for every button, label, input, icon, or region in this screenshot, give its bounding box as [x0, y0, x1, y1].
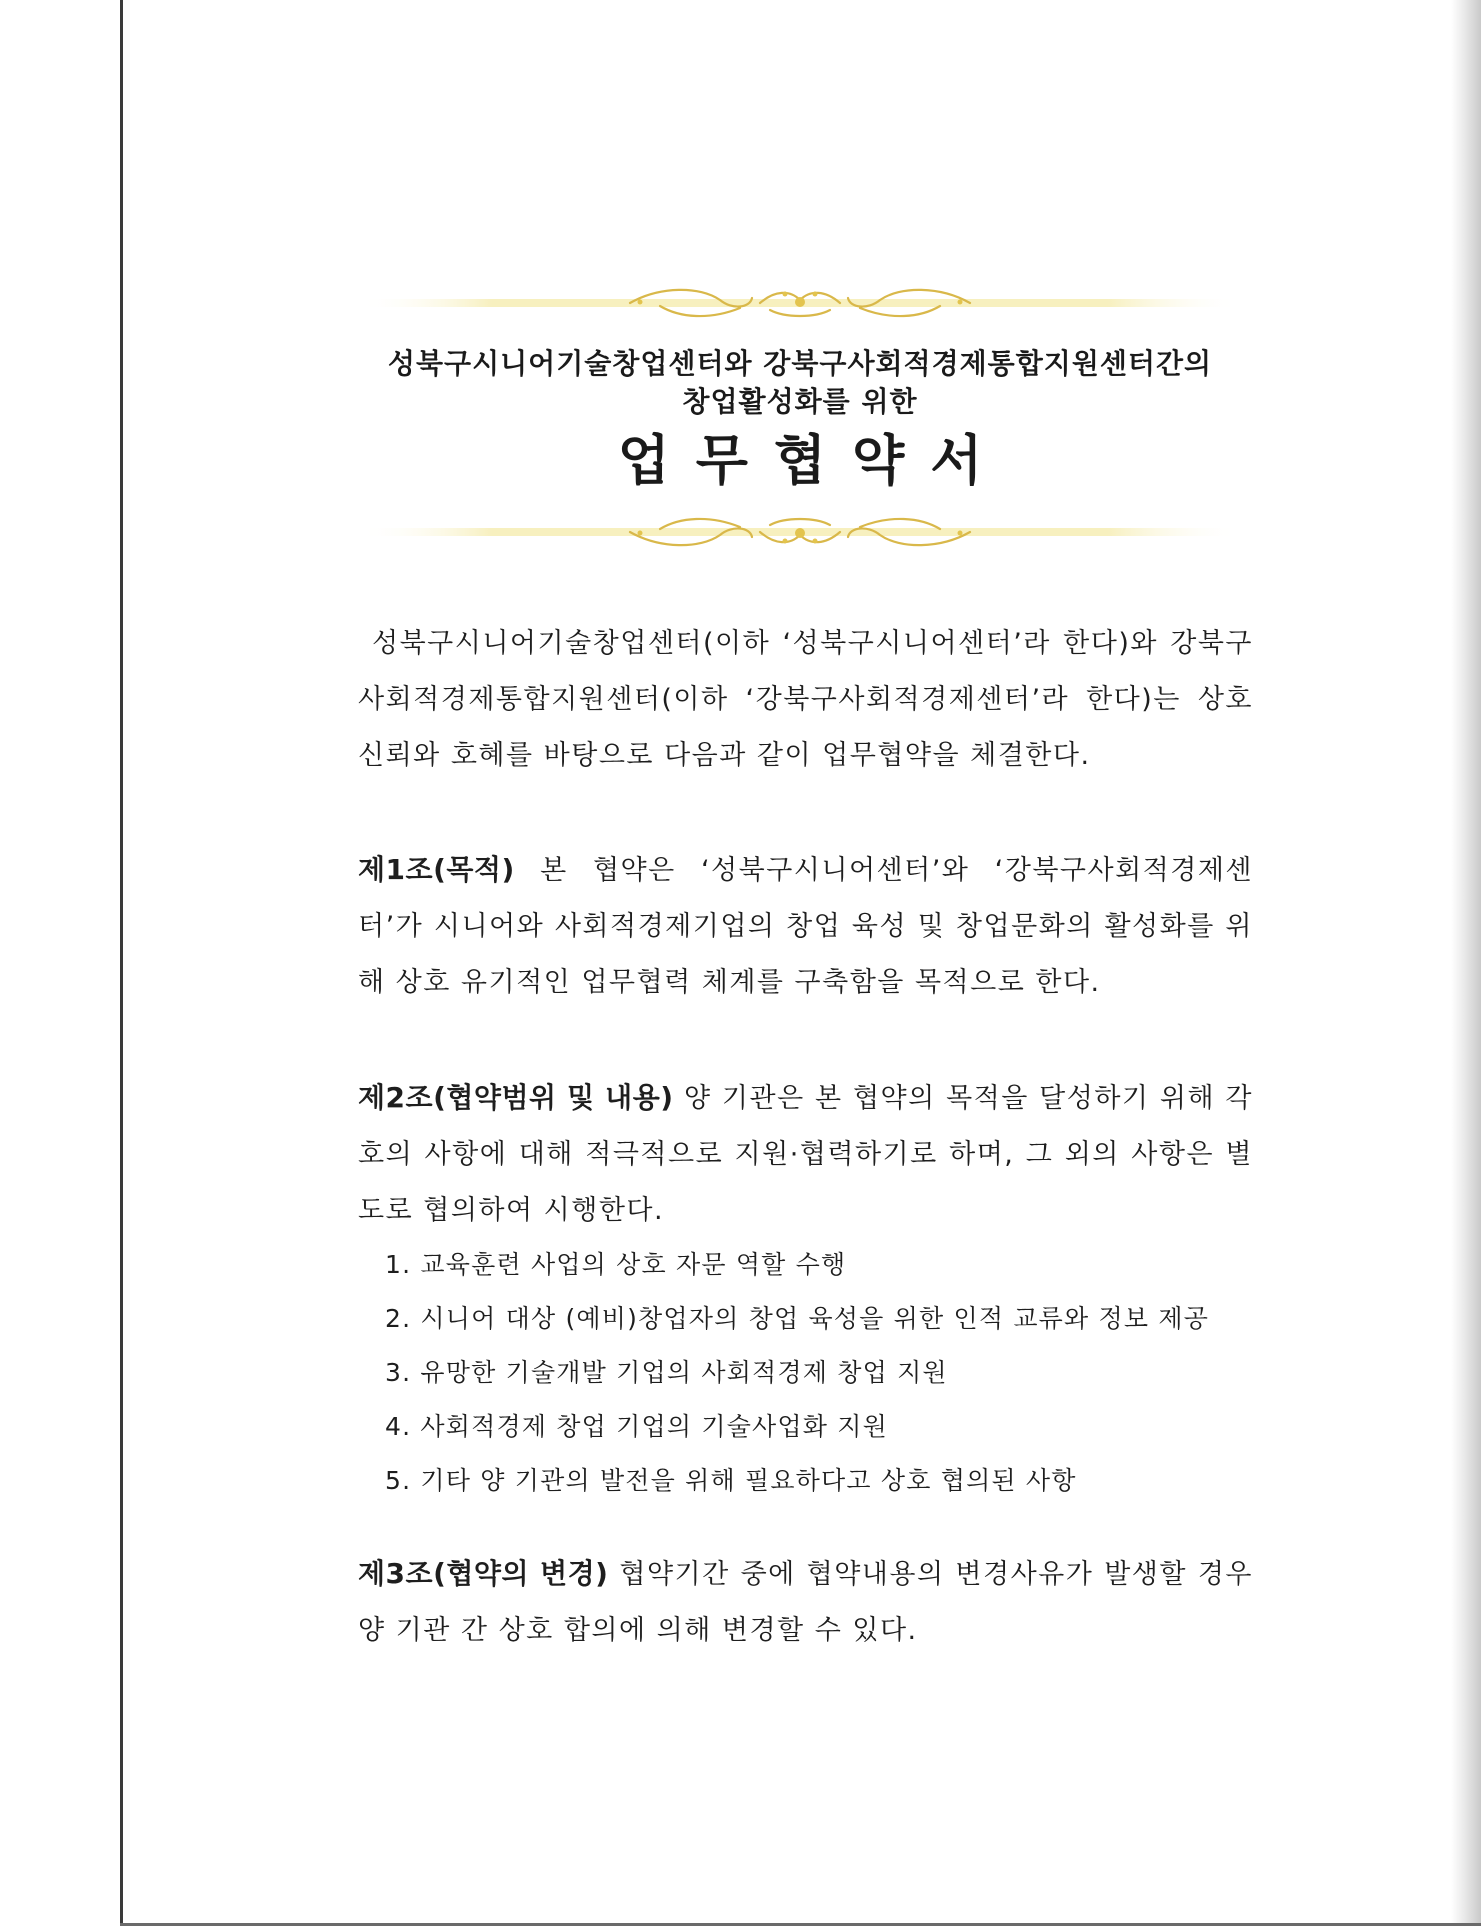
page-left-edge	[120, 0, 123, 1926]
article-1-paragraph	[358, 842, 1253, 1011]
list-item: 3. 유망한 기술개발 기업의 사회적경제 창업 지원	[385, 1358, 948, 1387]
article-1-text: 본 협약은 ‘성북구시니어센터’와 ‘강북구사회적경제센터’가 시니어와 사회적경제기업의 창업 육성 및 창업문화의 활성화를 위해 상호 유기적인 업무협력 체계를 구축함을 목적으로 한다.	[358, 855, 1253, 998]
article-2-heading: 제2조(협약범위 및 내용)	[358, 1081, 674, 1114]
article-3-heading: 제3조(협약의 변경)	[358, 1557, 609, 1590]
list-item: 2. 시니어 대상 (예비)창업자의 창업 육성을 위한 인적 교류와 정보 제공	[385, 1304, 1210, 1333]
list-item: 1. 교육훈련 사업의 상호 자문 역할 수행	[385, 1250, 847, 1279]
list-item: 4. 사회적경제 창업 기업의 기술사업화 지원	[385, 1412, 888, 1441]
list-item: 5. 기타 양 기관의 발전을 위해 필요하다고 상호 협의된 사항	[385, 1466, 1077, 1495]
article-2-text: 양 기관은 본 협약의 목적을 달성하기 위해 각 호의 사항에 대해 적극적으로 지원·협력하기로 하며, 그 외의 사항은 별도로 협의하여 시행한다.	[358, 1083, 1253, 1226]
article-2-item-list	[385, 1238, 1245, 1508]
gold-flourish-ornament-top	[360, 278, 1240, 328]
agreement-title-block	[300, 345, 1300, 495]
title-line-organizations: 성북구시니어기술창업센터와 강북구사회적경제통합지원센터간의	[387, 347, 1213, 380]
gold-flourish-ornament-bottom	[360, 507, 1240, 557]
article-2-paragraph	[358, 1070, 1253, 1239]
document-main-title: 업무협약서	[617, 428, 1009, 492]
page-right-shadow	[1451, 0, 1481, 1926]
title-line-purpose: 창업활성화를 위한	[682, 385, 918, 418]
intro-paragraph: 성북구시니어기술창업센터(이하 ‘성북구시니어센터’라 한다)와 강북구사회적경제통합지원센터(이하 ‘강북구사회적경제센터’라 한다)는 상호 신뢰와 호혜를 바탕으로 다음과 같이 업무협약을 체결한다.	[358, 628, 1253, 771]
article-3-text: 협약기간 중에 협약내용의 변경사유가 발생할 경우 양 기관 간 상호 합의에 의해 변경할 수 있다.	[358, 1559, 1253, 1646]
article-3-paragraph	[358, 1546, 1253, 1659]
article-1-heading: 제1조(목적)	[358, 853, 515, 886]
